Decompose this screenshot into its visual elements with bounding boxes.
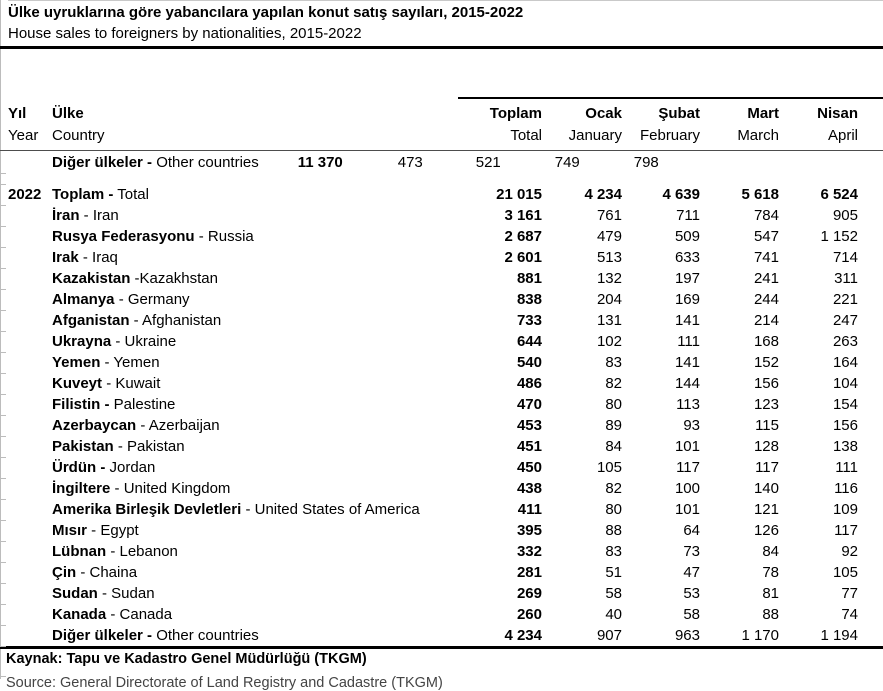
top-faint-border: [8, 0, 883, 1]
row-january-value: 479: [596, 228, 622, 245]
row-march-value: 115: [755, 417, 779, 434]
table-row: [0, 541, 883, 562]
row-country-en: - Pakistan: [113, 438, 185, 455]
row-march-value: 741: [753, 249, 779, 266]
row-january-value: 132: [596, 270, 622, 287]
table-row: [0, 352, 883, 373]
row-total-value: 2 687: [504, 228, 542, 245]
table-row: [0, 457, 883, 478]
header-february-en: February: [639, 127, 700, 144]
row-february-value: 521: [475, 153, 501, 171]
row-year: [0, 436, 52, 457]
row-year: [0, 520, 52, 541]
row-january-value: 204: [596, 291, 622, 308]
row-country-en: - Egypt: [87, 522, 139, 539]
row-year: [0, 247, 52, 268]
row-year: [0, 331, 52, 352]
row-march-value: 117: [755, 459, 779, 476]
row-country-label: [52, 268, 458, 289]
row-year: [0, 541, 52, 562]
row-country-tr: Kuveyt: [52, 375, 103, 392]
table-row: [0, 436, 883, 457]
row-february-value: 169: [674, 291, 700, 308]
table-row: [0, 289, 883, 310]
row-march-value: 121: [753, 501, 779, 518]
row-country-en: - Azerbaijan: [136, 417, 220, 434]
row-country-tr: Diğer ülkeler -: [52, 627, 153, 644]
table-row: [0, 415, 883, 436]
header-april-tr: Nisan: [817, 105, 858, 122]
row-year: 2022: [8, 186, 42, 203]
header-january-tr: Ocak: [585, 105, 622, 122]
row-country-en: Other countries: [152, 153, 259, 171]
row-february-value: 141: [674, 354, 700, 371]
table-row: [0, 562, 883, 583]
row-country-label: [52, 541, 458, 562]
row-march-value: 547: [753, 228, 779, 245]
row-march-value: 88: [762, 606, 779, 623]
row-february-value: 73: [683, 543, 700, 560]
table-row: [0, 625, 883, 646]
row-january-value: 51: [605, 564, 622, 581]
row-april-value: 221: [832, 291, 858, 308]
row-country-tr: Almanya: [52, 291, 115, 308]
row-total-value: 4 234: [504, 627, 542, 644]
row-march-value: 78: [762, 564, 779, 581]
header-january-en: January: [568, 127, 622, 144]
table-row: [0, 268, 883, 289]
row-country-label: [52, 478, 458, 499]
row-total-value: 3 161: [504, 207, 542, 224]
table-row: [0, 152, 684, 173]
row-country-tr: Kanada: [52, 606, 107, 623]
row-country-label: [52, 184, 458, 205]
row-country-tr: Lübnan: [52, 543, 107, 560]
row-january-value: 83: [605, 354, 622, 371]
table-row: [0, 394, 883, 415]
row-january-value: 88: [605, 522, 622, 539]
row-february-value: 47: [683, 564, 700, 581]
row-january-value: 83: [605, 543, 622, 560]
row-total-value: 453: [516, 417, 542, 434]
row-april-value: 905: [832, 207, 858, 224]
row-april-value: 111: [835, 459, 858, 476]
row-total-value: 451: [516, 438, 542, 455]
row-country-label: [52, 625, 458, 646]
row-country-en: - United States of America: [241, 501, 420, 518]
row-total-value: 540: [516, 354, 542, 371]
row-country-en: - Germany: [114, 291, 190, 308]
table-row: [0, 583, 883, 604]
row-total-value: 395: [516, 522, 542, 539]
row-total-value: 21 015: [496, 186, 542, 203]
row-february-value: 4 639: [662, 186, 700, 203]
row-january-value: 105: [596, 459, 622, 476]
row-year: [0, 268, 52, 289]
row-april-value: 109: [832, 501, 858, 518]
row-country-en: - Ukraine: [111, 333, 177, 350]
row-year: [0, 352, 52, 373]
row-january-value: 84: [605, 438, 622, 455]
row-country-tr: Kazakistan: [52, 270, 131, 287]
row-january-value: 82: [605, 375, 622, 392]
row-country-tr: Irak: [52, 249, 79, 266]
row-country-en: - Kuwait: [102, 375, 161, 392]
row-country-tr: Çin: [52, 564, 77, 581]
row-country-label: [52, 331, 458, 352]
row-april-value: 164: [832, 354, 858, 371]
header-march-en: March: [737, 127, 779, 144]
table-row: [0, 499, 883, 520]
row-february-value: 64: [683, 522, 700, 539]
row-year: [0, 373, 52, 394]
row-april-value: 714: [832, 249, 858, 266]
row-february-value: 963: [674, 627, 700, 644]
row-country-label: [52, 457, 458, 478]
row-february-value: 711: [676, 207, 700, 224]
row-january-value: 131: [596, 312, 622, 329]
row-january-value: 80: [605, 396, 622, 413]
row-april-value: 154: [832, 396, 858, 413]
source-note-en-clipped: Source: General Directorate of Land Registry and Cadastre (TKGM): [6, 675, 443, 691]
row-march-value: 84: [762, 543, 779, 560]
row-country-tr: Afganistan: [52, 312, 130, 329]
row-year: [0, 604, 52, 625]
table-row: [0, 478, 883, 499]
row-country-tr: Rusya Federasyonu: [52, 228, 195, 245]
row-march-value: 214: [753, 312, 779, 329]
row-country-en: -Kazakhstan: [130, 270, 218, 287]
row-april-value: 1 194: [820, 627, 858, 644]
row-total-value: 881: [516, 270, 542, 287]
row-march-value: 1 170: [741, 627, 779, 644]
row-february-value: 633: [674, 249, 700, 266]
row-gap: [0, 173, 883, 184]
row-total-value: 11 370: [297, 153, 343, 171]
row-february-value: 58: [683, 606, 700, 623]
row-country-label: [52, 604, 458, 625]
row-total-value: 438: [516, 480, 542, 497]
header-country-en: Country: [52, 127, 105, 144]
row-january-value: 102: [596, 333, 622, 350]
row-march-value: 241: [753, 270, 779, 287]
title-divider: [0, 46, 883, 49]
row-april-value: 117: [834, 522, 858, 539]
row-country-tr: Ukrayna: [52, 333, 112, 350]
header-april: [779, 103, 858, 146]
row-country-tr: Mısır: [52, 522, 88, 539]
row-april-value: 77: [841, 585, 858, 602]
row-country-en: - Sudan: [97, 585, 155, 602]
row-april-value: 263: [832, 333, 858, 350]
row-country-tr: Sudan: [52, 585, 98, 602]
row-country-tr: Amerika Birleşik Devletleri: [52, 501, 242, 518]
row-country-label: [52, 520, 458, 541]
row-february-value: 509: [674, 228, 700, 245]
row-total-value: 486: [516, 375, 542, 392]
row-march-value: 784: [753, 207, 779, 224]
row-january-value: 4 234: [584, 186, 622, 203]
table-row: [0, 520, 883, 541]
row-march-value: 5 618: [741, 186, 779, 203]
header-january: [542, 103, 622, 146]
row-february-value: 197: [674, 270, 700, 287]
row-february-value: 101: [674, 438, 700, 455]
row-year: [0, 152, 52, 173]
row-total-value: 269: [516, 585, 542, 602]
row-january-value: 58: [605, 585, 622, 602]
row-country-tr: Pakistan: [52, 438, 114, 455]
row-country-label: [52, 436, 458, 457]
row-april-value: 1 152: [820, 228, 858, 245]
row-february-value: 113: [676, 396, 700, 413]
table-row: [0, 247, 883, 268]
row-march-value: 152: [753, 354, 779, 371]
row-total-value: 733: [516, 312, 542, 329]
row-april-value: 247: [832, 312, 858, 329]
header-country-tr: Ülke: [52, 105, 84, 122]
header-country: [52, 103, 458, 146]
row-february-value: 141: [674, 312, 700, 329]
table-row: [0, 226, 883, 247]
row-country-tr: İran: [52, 207, 80, 224]
row-country-en: Jordan: [105, 459, 156, 476]
table-bottom-rule: [0, 646, 883, 649]
row-country-en: - Lebanon: [106, 543, 178, 560]
row-country-en: - Iran: [79, 207, 119, 224]
row-april-value: 6 524: [820, 186, 858, 203]
header-february-tr: Şubat: [658, 105, 700, 122]
row-country-label: [52, 289, 458, 310]
row-total-value: 260: [516, 606, 542, 623]
row-country-en: - United Kingdom: [110, 480, 231, 497]
row-march-value: 168: [753, 333, 779, 350]
row-year: [0, 478, 52, 499]
row-total-value: 838: [516, 291, 542, 308]
row-year: [0, 457, 52, 478]
row-year: [0, 562, 52, 583]
row-country-tr: Toplam -: [52, 186, 114, 203]
row-january-value: 513: [596, 249, 622, 266]
row-country-en: - Canada: [106, 606, 173, 623]
row-year: [0, 583, 52, 604]
row-february-value: 53: [683, 585, 700, 602]
row-february-value: 93: [683, 417, 700, 434]
row-country-en: Total: [113, 186, 149, 203]
row-april-value: 138: [832, 438, 858, 455]
header-total-en: Total: [510, 127, 542, 144]
row-total-value: 332: [516, 543, 542, 560]
row-country-en: - Iraq: [78, 249, 118, 266]
row-total-value: 450: [516, 459, 542, 476]
row-country-en: - Afghanistan: [129, 312, 222, 329]
row-country-label: [52, 562, 458, 583]
header-total: [458, 103, 542, 146]
row-year: [0, 625, 52, 646]
row-march-value: 128: [753, 438, 779, 455]
row-march-value: 81: [762, 585, 779, 602]
row-total-value: 2 601: [504, 249, 542, 266]
table-row: [0, 310, 883, 331]
row-march-value: 140: [753, 480, 779, 497]
row-year: [0, 205, 52, 226]
row-year: [0, 499, 52, 520]
row-country-tr: Azerbaycan: [52, 417, 137, 434]
row-january-value: 907: [596, 627, 622, 644]
table-body: [0, 151, 883, 646]
row-country-label: [52, 152, 259, 173]
table-row: [0, 331, 883, 352]
row-country-en: Other countries: [152, 627, 259, 644]
header-total-tr: Toplam: [489, 105, 542, 122]
table-row: [0, 205, 883, 226]
row-country-tr: İngiltere: [52, 480, 111, 497]
row-country-label: [52, 415, 458, 436]
row-january-value: 473: [397, 153, 423, 171]
row-country-label: [52, 310, 458, 331]
row-april-value: 104: [832, 375, 858, 392]
page-title: Ülke uyruklarına göre yabancılara yapılan konut satış sayıları, 2015-2022: [8, 4, 524, 21]
months-top-rule: [458, 97, 883, 99]
row-country-label: [52, 247, 458, 268]
row-country-tr: Filistin -: [52, 396, 110, 413]
table-row: [0, 184, 883, 205]
row-february-value: 111: [677, 333, 700, 350]
row-january-value: 761: [596, 207, 622, 224]
header-april-en: April: [827, 127, 858, 144]
row-country-label: [52, 373, 458, 394]
row-april-value: 74: [841, 606, 858, 623]
header-march-tr: Mart: [747, 105, 779, 122]
row-year: [0, 289, 52, 310]
row-total-value: 644: [516, 333, 542, 350]
table-row: [0, 373, 883, 394]
row-march-value: 126: [753, 522, 779, 539]
row-country-label: [52, 394, 458, 415]
row-april-value: 92: [841, 543, 858, 560]
page-subtitle: House sales to foreigners by nationalities, 2015-2022: [8, 25, 362, 42]
row-april-value: 311: [834, 270, 858, 287]
row-january-value: 82: [605, 480, 622, 497]
row-april-value: 156: [832, 417, 858, 434]
row-country-label: [52, 352, 458, 373]
row-january-value: 89: [605, 417, 622, 434]
row-january-value: 80: [605, 501, 622, 518]
row-country-en: - Chaina: [76, 564, 138, 581]
row-february-value: 101: [674, 501, 700, 518]
row-country-en: - Russia: [194, 228, 254, 245]
table-row: [0, 604, 883, 625]
row-year: [0, 226, 52, 247]
row-march-value: 156: [753, 375, 779, 392]
row-year: [0, 310, 52, 331]
row-february-value: 117: [676, 459, 700, 476]
row-total-value: 411: [517, 501, 542, 518]
row-april-value: 116: [834, 480, 858, 497]
row-april-value: 798: [633, 153, 659, 171]
row-country-label: [52, 499, 458, 520]
row-country-en: - Yemen: [100, 354, 160, 371]
row-year: [0, 394, 52, 415]
row-february-value: 100: [674, 480, 700, 497]
row-country-label: [52, 205, 458, 226]
row-country-tr: Diğer ülkeler -: [52, 153, 153, 171]
row-country-label: [52, 226, 458, 247]
row-march-value: 123: [753, 396, 779, 413]
row-year: [0, 415, 52, 436]
row-march-value: 749: [554, 153, 580, 171]
row-country-label: [52, 583, 458, 604]
row-country-tr: Yemen: [52, 354, 101, 371]
row-april-value: 105: [832, 564, 858, 581]
row-february-value: 144: [674, 375, 700, 392]
source-note: Kaynak: Tapu ve Kadastro Genel Müdürlüğü (TKGM): [6, 651, 367, 667]
header-year-en: Year: [8, 127, 39, 144]
row-country-tr: Ürdün -: [52, 459, 106, 476]
row-total-value: 281: [516, 564, 542, 581]
header-march: [700, 103, 779, 146]
header-year-tr: Yıl: [8, 105, 27, 122]
row-january-value: 40: [605, 606, 622, 623]
row-country-en: Palestine: [109, 396, 176, 413]
row-total-value: 470: [516, 396, 542, 413]
header-february: [622, 103, 700, 146]
row-march-value: 244: [753, 291, 779, 308]
table-header: [0, 103, 883, 146]
header-year: [0, 103, 52, 146]
